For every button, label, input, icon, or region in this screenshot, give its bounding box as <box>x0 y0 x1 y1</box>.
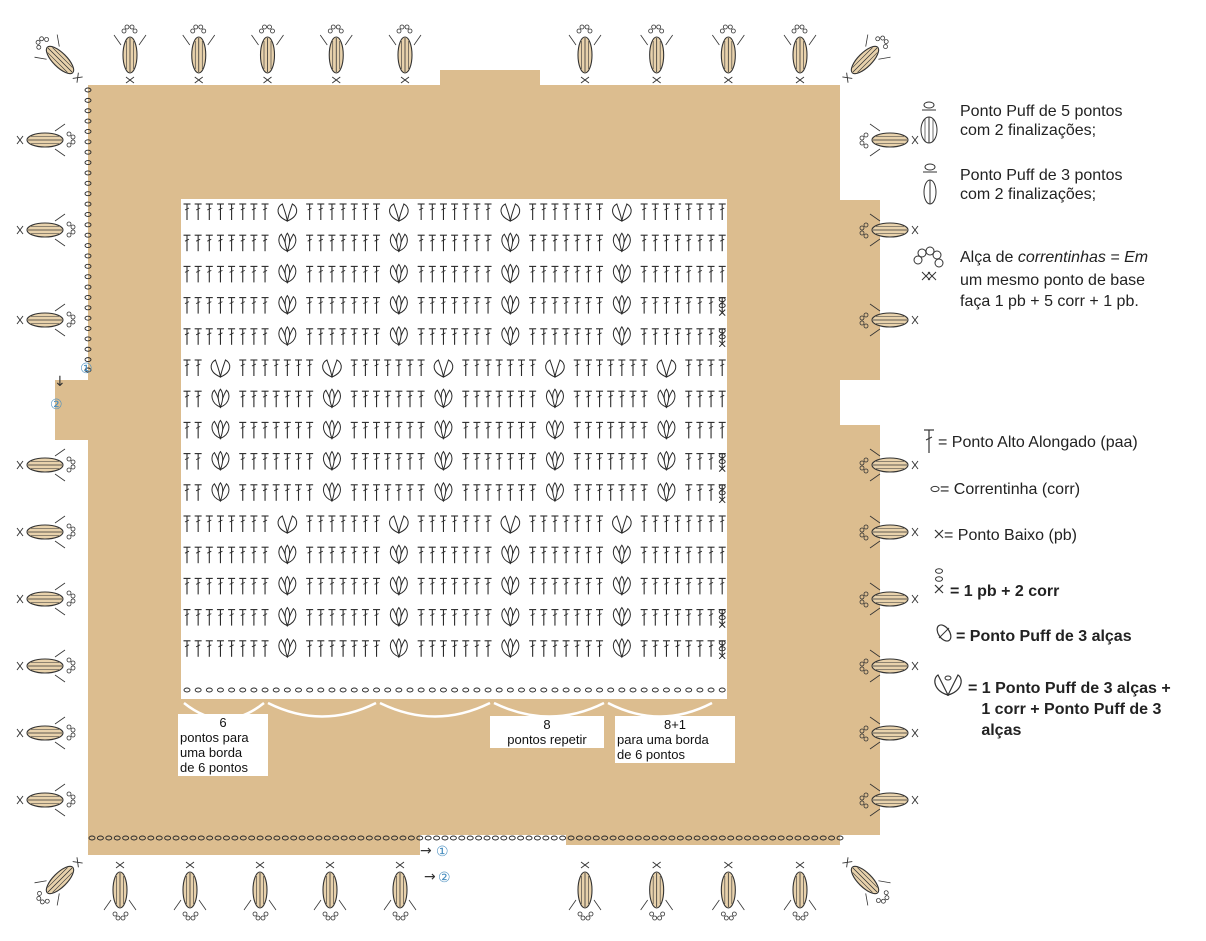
annotation-two-left: ② <box>50 396 63 412</box>
label-edge-6-number: 6 <box>219 715 227 730</box>
label-repeat-8-number: 8 <box>543 717 551 732</box>
legend-single-crochet-text: = Ponto Baixo (pb) <box>944 527 1077 544</box>
chain-mark <box>560 836 566 840</box>
legend-tall-stitch-text: = Ponto Alto Alongado (paa) <box>938 434 1138 451</box>
puff-leaf-mark <box>17 304 75 336</box>
puff-leaf-mark <box>569 25 601 83</box>
puff-3-icon <box>918 162 942 206</box>
legend-sc-chain-text: = 1 pb + 2 corr <box>950 583 1060 600</box>
legend-puff-5-text: Ponto Puff de 5 pontos com 2 finalizações; <box>960 103 1123 139</box>
puff-leaf-mark <box>641 862 673 920</box>
puff-leaf-mark <box>17 583 75 615</box>
puff-5-icon <box>916 100 942 146</box>
arrow-down-icon: ↓ <box>54 374 66 390</box>
puff-leaf-mark <box>114 25 146 83</box>
puff-leaf-mark <box>320 25 352 83</box>
puff-leaf-mark <box>384 862 416 920</box>
puff-leaf-mark <box>27 27 91 91</box>
puff-leaf-mark <box>174 862 206 920</box>
chain-mark <box>534 836 540 840</box>
puff-leaf-mark <box>569 862 601 920</box>
puff-leaf-mark <box>784 25 816 83</box>
legend-puff-3-text: Ponto Puff de 3 pontos com 2 finalizações; <box>960 167 1123 203</box>
legend-chain-loop-text-c: um mesmo ponto de base faça 1 pb + 5 corr + 1 pb. <box>960 272 1145 310</box>
annotation-one-bottom: ① <box>436 843 449 859</box>
legend-top <box>910 96 1200 326</box>
puff-leaf-mark <box>712 862 744 920</box>
annotation-one-left: ① <box>80 360 93 376</box>
label-edge-8plus1-number: 8+1 <box>663 717 687 732</box>
chain-mark <box>551 836 557 840</box>
annotation-two-bottom: ② <box>438 869 451 885</box>
double-puff-icon <box>930 671 966 699</box>
tall-stitch-icon <box>922 427 936 455</box>
puff-leaf-mark <box>27 849 91 913</box>
label-edge-6-text: pontos para uma borda de 6 pontos <box>180 730 249 775</box>
chain-loop-icon <box>910 246 946 292</box>
puff-loop-icon <box>932 621 956 645</box>
legend-puff-loop-text: = Ponto Puff de 3 alças <box>956 628 1132 645</box>
legend-chain-loop-text <box>960 248 1148 267</box>
chain-mark <box>425 836 431 840</box>
label-repeat-8-text: pontos repetir <box>507 732 587 747</box>
sc-chain-icon <box>932 566 946 596</box>
chain-mark <box>501 836 507 840</box>
puff-leaf-mark <box>834 849 898 913</box>
legend-double-puff-text: = 1 Ponto Puff de 3 alças + 1 corr + Ponto Puff de 3 alças <box>968 680 1171 739</box>
label-repeat-8 <box>490 716 604 748</box>
puff-leaf-mark <box>641 25 673 83</box>
chain-mark <box>484 836 490 840</box>
puff-leaf-mark <box>17 516 75 548</box>
legend-bottom <box>920 425 1206 755</box>
arrow-right-icon-2: → <box>424 869 436 885</box>
chain-mark <box>434 836 440 840</box>
label-edge-8plus1-text: para uma borda de 6 pontos <box>617 732 709 762</box>
puff-leaf-mark <box>252 25 284 83</box>
puff-leaf-mark <box>17 784 75 816</box>
chain-mark <box>526 836 532 840</box>
puff-leaf-mark <box>834 27 898 91</box>
puff-leaf-mark <box>17 449 75 481</box>
chain-mark <box>442 836 448 840</box>
chain-mark <box>459 836 465 840</box>
puff-leaf-mark <box>17 650 75 682</box>
puff-leaf-mark <box>784 862 816 920</box>
label-edge-6 <box>178 714 268 776</box>
puff-leaf-mark <box>314 862 346 920</box>
puff-leaf-mark <box>244 862 276 920</box>
chain-mark <box>492 836 498 840</box>
arrow-right-icon-1: → <box>420 843 432 859</box>
puff-leaf-mark <box>17 717 75 749</box>
chain-mark <box>476 836 482 840</box>
puff-leaf-mark <box>17 214 75 246</box>
legend-chain-loop-text-a: Alça de <box>960 249 1018 266</box>
chain-mark <box>450 836 456 840</box>
puff-leaf-mark <box>17 124 75 156</box>
legend-chain-loop-text-b: correntinhas = Em <box>1017 249 1149 266</box>
puff-leaf-mark <box>389 25 421 83</box>
chain-mark <box>543 836 549 840</box>
puff-leaf-mark <box>183 25 215 83</box>
puff-leaf-mark <box>104 862 136 920</box>
label-edge-8plus1 <box>615 716 735 763</box>
legend-chain-text: = Correntinha (corr) <box>940 481 1081 498</box>
chain-mark <box>518 836 524 840</box>
puff-leaf-mark <box>712 25 744 83</box>
chain-mark <box>467 836 473 840</box>
chain-mark <box>509 836 515 840</box>
